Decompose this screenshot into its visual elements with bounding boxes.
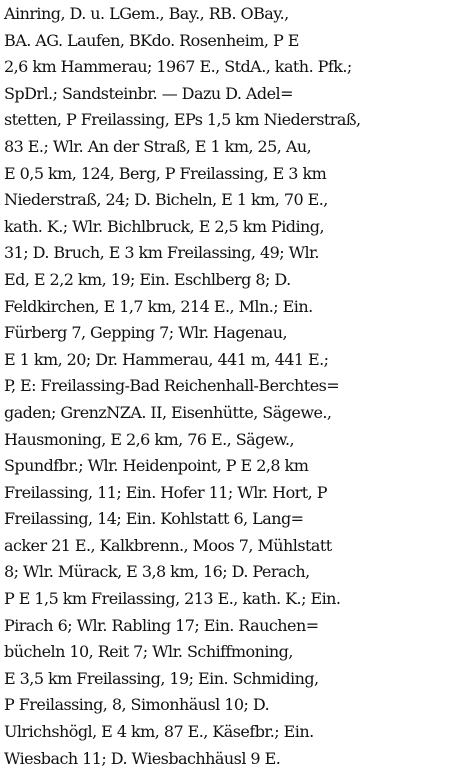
text-line-4: SpDrl.; Sandsteinbr. — Dazu D. Adel= — [4, 83, 293, 103]
text-line-19: Freilassing, 11; Ein. Hofer 11; Wlr. Hort, P — [4, 482, 327, 502]
text-line-21: acker 21 E., Kalkbrenn., Moos 7, Mühlstatt — [4, 535, 332, 555]
text-line-24: Pirach 6; Wlr. Rabling 17; Ein. Rauchen= — [4, 615, 319, 635]
text-line-14: E 1 km, 20; Dr. Hammerau, 441 m, 441 E.; — [4, 349, 329, 369]
text-line-5: stetten, P Freilassing, EPs 1,5 km Niederstraß, — [4, 110, 361, 130]
text-line-27: P Freilassing, 8, Simonhäusl 10; D. — [4, 695, 270, 715]
text-line-12: Feldkirchen, E 1,7 km, 214 E., Mln.; Ein. — [4, 296, 313, 316]
text-line-16: gaden; GrenzNZA. II, Eisenhütte, Sägewe., — [4, 402, 332, 422]
text-line-7: E 0,5 km, 124, Berg, P Freilassing, E 3 km — [4, 163, 327, 183]
text-line-17: Hausmoning, E 2,6 km, 76 E., Sägew., — [4, 429, 295, 449]
text-line-26: E 3,5 km Freilassing, 19; Ein. Schmiding, — [4, 668, 319, 688]
text-line-28: Ulrichshögl, E 4 km, 87 E., Käsefbr.; Ein. — [4, 722, 314, 742]
text-line-1: Ainring, D. u. LGem., Bay., RB. OBay., — [4, 4, 289, 23]
text-line-6: 83 E.; Wlr. An der Straß, E 1 km, 25, Au, — [4, 136, 312, 156]
document-page — [4, 0, 456, 768]
text-line-23: P E 1,5 km Freilassing, 213 E., kath. K.; Ein. — [4, 589, 341, 609]
text-line-29: Wiesbach 11; D. Wiesbachhäusl 9 E. — [4, 748, 281, 768]
text-line-10: 31; D. Bruch, E 3 km Freilassing, 49; Wlr. — [4, 243, 319, 263]
text-line-25: bücheln 10, Reit 7; Wlr. Schiffmoning, — [4, 642, 293, 662]
text-line-15: P, E: Freilassing-Bad Reichenhall-Berchtes= — [4, 376, 340, 396]
text-line-3: 2,6 km Hammerau; 1967 E., StdA., kath. Pfk.; — [4, 57, 352, 77]
text-line-2: BA. AG. Laufen, BKdo. Rosenheim, P E — [4, 30, 299, 50]
text-line-22: 8; Wlr. Mürack, E 3,8 km, 16; D. Perach, — [4, 562, 310, 582]
text-line-8: Niederstraß, 24; D. Bicheln, E 1 km, 70 E., — [4, 190, 328, 210]
text-line-11: Ed, E 2,2 km, 19; Ein. Eschlberg 8; D. — [4, 269, 291, 289]
text-line-9: kath. K.; Wlr. Bichlbruck, E 2,5 km Piding, — [4, 216, 325, 236]
text-line-20: Freilassing, 14; Ein. Kohlstatt 6, Lang= — [4, 509, 304, 529]
text-line-13: Fürberg 7, Gepping 7; Wlr. Hagenau, — [4, 323, 288, 343]
text-line-18: Spundfbr.; Wlr. Heidenpoint, P E 2,8 km — [4, 456, 309, 476]
